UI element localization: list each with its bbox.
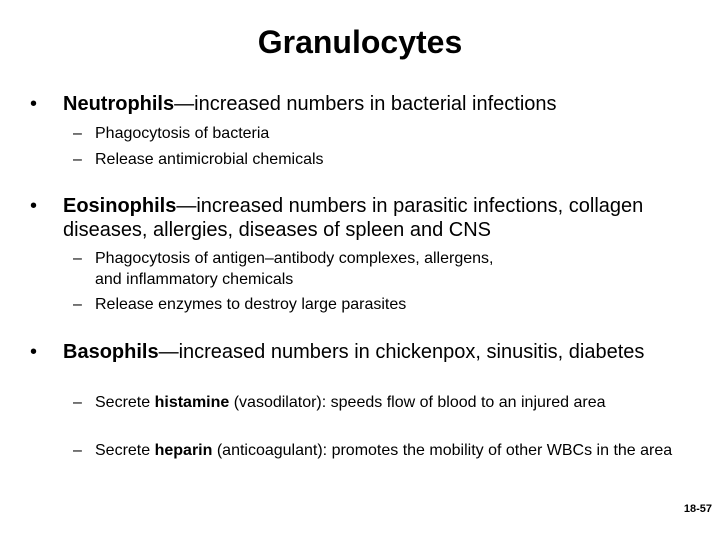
- sub-bullet-text: Release antimicrobial chemicals: [95, 151, 324, 168]
- bullet-mark: •: [30, 195, 38, 217]
- bullet-basophils: [30, 340, 670, 364]
- sub-bullet-neutrophils-2: [73, 149, 703, 170]
- sub-bullet-mark: –: [73, 394, 82, 411]
- bullet-description: —increased numbers in parasitic infections, collagen diseases, allergies, diseases of spleen and CNS: [63, 195, 644, 241]
- sub-bullet-text: [95, 392, 693, 413]
- bullet-term: Basophils: [63, 341, 159, 363]
- sub-bullet-text-pre: Secrete: [95, 394, 155, 411]
- sub-bullet-mark: –: [73, 442, 82, 459]
- sub-bullet-basophils-1: [73, 392, 693, 413]
- sub-bullet-mark: –: [73, 296, 82, 313]
- sub-bullet-basophils-2: [73, 440, 673, 461]
- bullet-description: —increased numbers in bacterial infections: [174, 93, 557, 115]
- page-number: 18-57: [683, 503, 712, 515]
- sub-bullet-mark: –: [73, 125, 82, 142]
- bullet-neutrophils: [30, 92, 700, 116]
- bullet-term: Eosinophils: [63, 195, 177, 217]
- sub-bullet-text: [95, 440, 673, 461]
- bullet-mark: •: [30, 93, 38, 115]
- bullet-text: [63, 340, 670, 364]
- sub-bullet-eosinophils-1: [73, 248, 513, 290]
- bullet-term: Neutrophils: [63, 93, 175, 115]
- sub-bullet-text-post: (vasodilator): speeds flow of blood to an injured area: [229, 394, 606, 411]
- sub-bullet-text-pre: Secrete: [95, 442, 155, 459]
- sub-bullet-term-histamine: histamine: [154, 394, 230, 411]
- slide-title: Granulocytes: [257, 24, 463, 60]
- sub-bullet-eosinophils-2: [73, 294, 703, 315]
- sub-bullet-text: Phagocytosis of bacteria: [95, 125, 270, 142]
- bullet-mark: •: [30, 341, 38, 363]
- sub-bullet-text: Phagocytosis of antigen–antibody complexes, allergens, and inflammatory chemicals: [95, 250, 494, 288]
- bullet-eosinophils: [30, 194, 660, 242]
- bullet-text: [63, 92, 700, 116]
- sub-bullet-mark: –: [73, 250, 82, 267]
- sub-bullet-text: Release enzymes to destroy large parasites: [95, 296, 407, 313]
- sub-bullet-neutrophils-1: [73, 123, 703, 144]
- bullet-description: —increased numbers in chickenpox, sinusitis, diabetes: [158, 341, 645, 363]
- bullet-text: [63, 194, 660, 242]
- sub-bullet-text-post: (anticoagulant): promotes the mobility of other WBCs in the area: [212, 442, 673, 459]
- sub-bullet-mark: –: [73, 151, 82, 168]
- sub-bullet-term-heparin: heparin: [154, 442, 213, 459]
